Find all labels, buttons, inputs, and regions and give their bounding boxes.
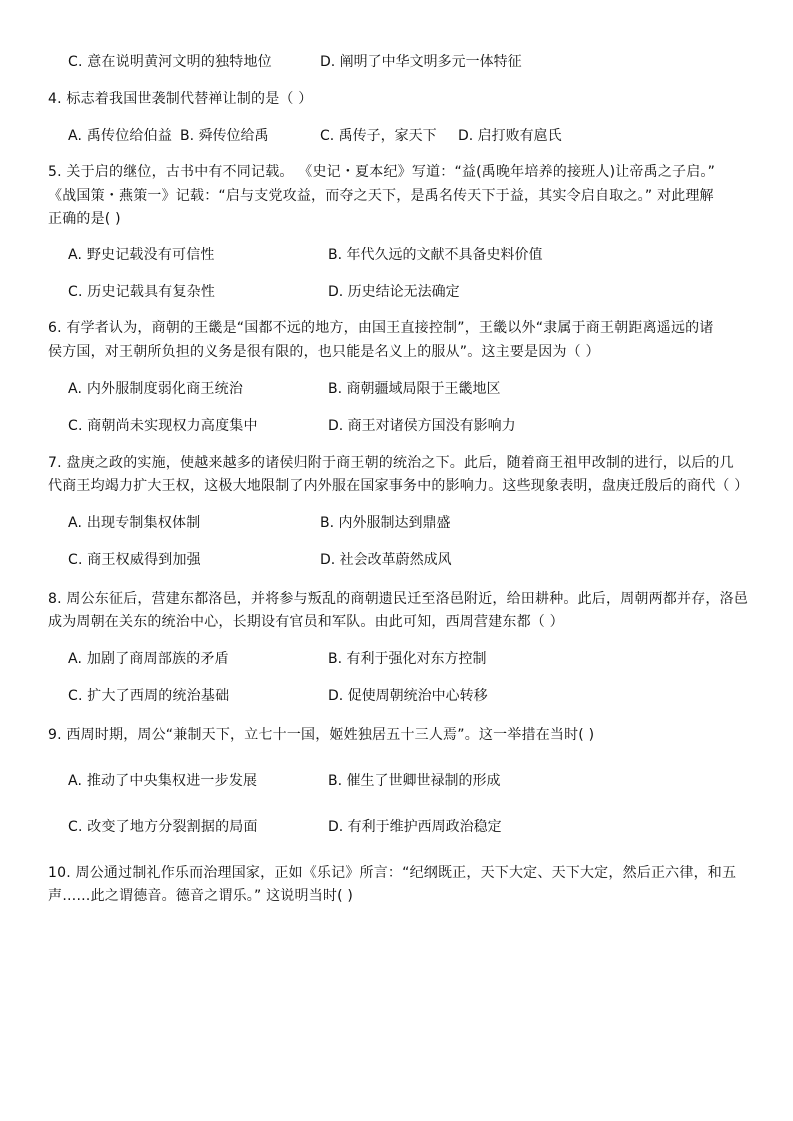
q4-option-c: C. 禹传子，家天下 [320, 128, 437, 144]
q7-option-c: C. 商王权威得到加强 [68, 552, 201, 568]
q7-option-d: D. 社会改革蔚然成风 [320, 552, 452, 568]
q5-option-c: C. 历史记载具有复杂性 [68, 284, 216, 300]
q5-option-b: B. 年代久远的文献不具备史料价值 [328, 247, 543, 263]
q9-option-c: C. 改变了地方分裂割据的局面 [68, 819, 258, 835]
q10-stem-line2: 声……此之谓德音。德音之谓乐。” 这说明当时( ) [48, 888, 354, 904]
q5-option-d: D. 历史结论无法确定 [328, 284, 460, 300]
q4-option-d: D. 启打败有扈氏 [458, 128, 562, 144]
q7-stem-line2: 代商王均竭力扩大王权，这极大地限制了内外服在国家事务中的影响力。这些现象表明，盘庚迁殷后的商代（ ） [48, 478, 749, 494]
q10-stem-line1: 10. 周公通过制礼作乐而治理国家，正如《乐记》所言：“纪纲既正，天下大定、天下大定，然后正六律，和五 [48, 865, 737, 881]
q6-option-d: D. 商王对诸侯方国没有影响力 [328, 418, 516, 434]
q7-option-a: A. 出现专制集权体制 [68, 515, 201, 531]
q9-stem: 9. 西周时期，周公“兼制天下，立七十一国，姬姓独居五十三人焉”。这一举措在当时( ) [48, 727, 595, 743]
q6-option-a: A. 内外服制度弱化商王统治 [68, 381, 244, 397]
q9-option-d: D. 有利于维护西周政治稳定 [328, 819, 502, 835]
q6-option-c: C. 商朝尚未实现权力高度集中 [68, 418, 258, 434]
q6-stem-line2: 侯方国，对王朝所负担的义务是很有限的，也只能是名义上的服从”。这主要是因为（ ） [48, 344, 600, 360]
q8-stem-line1: 8. 周公东征后，营建东都洛邑，并将参与叛乱的商朝遗民迁至洛邑附近，给田耕种。此后，周朝两都并存，洛邑 [48, 591, 749, 607]
q3-option-c: C. 意在说明黄河文明的独特地位 [68, 54, 272, 70]
q8-option-b: B. 有利于强化对东方控制 [328, 651, 487, 667]
q7-stem-line1: 7. 盘庚之政的实施，使越来越多的诸侯归附于商王朝的统治之下。此后，随着商王祖甲改制的进行，以后的几 [48, 455, 734, 471]
q4-option-a: A. 禹传位给伯益 [68, 128, 173, 144]
q4-stem: 4. 标志着我国世袭制代替禅让制的是（ ） [48, 91, 313, 107]
q6-stem-line1: 6. 有学者认为，商朝的王畿是“国都不远的地方，由国王直接控制”，王畿以外“隶属于商王朝距离遥远的诸 [48, 320, 714, 336]
q4-option-b: B. 舜传位给禹 [180, 128, 269, 144]
q8-option-d: D. 促使周朝统治中心转移 [328, 688, 488, 704]
q5-stem-line3: 正确的是( ) [48, 211, 121, 227]
q5-stem-line2: 《战国策・燕策一》记载：“启与支党攻益，而夺之天下，是禹名传天下于益，其实令启自取之。” 对此理解 [48, 188, 714, 204]
q6-option-b: B. 商朝疆域局限于王畿地区 [328, 381, 501, 397]
q7-option-b: B. 内外服制达到鼎盛 [320, 515, 451, 531]
q5-option-a: A. 野史记载没有可信性 [68, 247, 215, 263]
q9-option-b: B. 催生了世卿世禄制的形成 [328, 773, 501, 789]
q3-option-d: D. 阐明了中华文明多元一体特征 [320, 54, 522, 70]
q8-option-c: C. 扩大了西周的统治基础 [68, 688, 230, 704]
q8-stem-line2: 成为周朝在关东的统治中心，长期设有官员和军队。由此可知，西周营建东都（ ） [48, 614, 564, 630]
q9-option-a: A. 推动了中央集权进一步发展 [68, 773, 258, 789]
q5-stem-line1: 5. 关于启的继位，古书中有不同记载。 《史记・夏本纪》写道：“益(禹晚年培养的接班人)让帝禹之子启。” [48, 164, 716, 180]
q8-option-a: A. 加剧了商周部族的矛盾 [68, 651, 229, 667]
